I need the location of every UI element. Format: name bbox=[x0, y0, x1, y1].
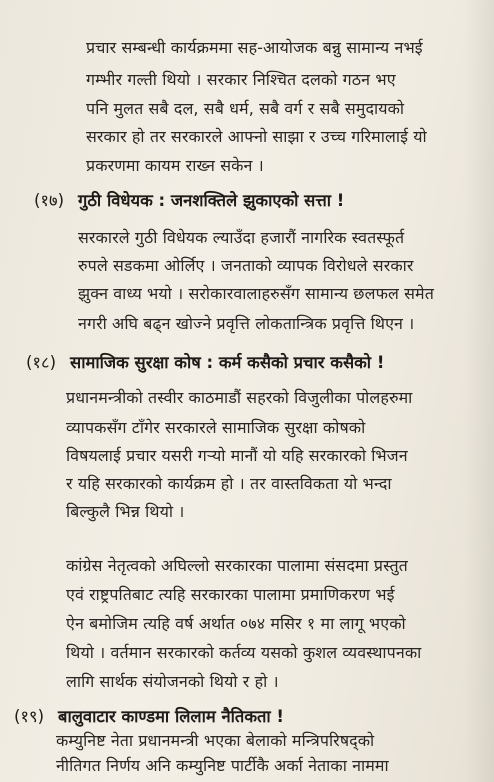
text-line: लागि सार्थक संयोजनको थियो र हो । bbox=[66, 672, 279, 691]
section-title: बालुवाटार काण्डमा लिलाम नैतिकता ! bbox=[58, 707, 284, 726]
text-line: सरकारले गुठी विधेयक ल्याउँदा हजारौं नागरिक स्वतस्फूर्त bbox=[78, 228, 405, 247]
text-line: प्रधानमन्त्रीको तस्वीर काठमाडौं सहरको विजुलीका पोलहरुमा bbox=[66, 388, 413, 407]
text-line: नगरी अघि बढ्न खोज्ने प्रवृत्ति लोकतान्त्रिक प्रवृत्ति थिएन । bbox=[78, 314, 415, 333]
text-line: प्रकरणमा कायम राख्न सकेन । bbox=[86, 156, 264, 175]
text-line: विषयलाई प्रचार यसरी गर्‍यो मानौं यो यहि सरकारको भिजन bbox=[66, 446, 408, 465]
section-title: सामाजिक सुरक्षा कोष : कर्म कसैको प्रचार कसैको ! bbox=[70, 353, 385, 372]
section-number: (१७) bbox=[34, 191, 65, 210]
text-line: सरकार हो तर सरकारले आफ्नो साझा र उच्च गरिमालाई यो bbox=[86, 127, 427, 146]
text-line: एवं राष्ट्रपतिबाट त्यहि सरकारका पालामा प्रमाणिकरण भई bbox=[66, 585, 395, 604]
section-heading bbox=[34, 190, 344, 212]
text-line: गम्भीर गल्ती थियो । सरकार निश्चित दलको गठन भए bbox=[86, 70, 396, 89]
text-line: रुपले सडकमा ओर्लिए । जनताको व्यापक विरोधले सरकार bbox=[78, 256, 414, 275]
text-line: ऐन बमोजिम त्यहि वर्ष अर्थात ०७४ मसिर १ मा लागू भएको bbox=[66, 614, 406, 633]
page-edge-shadow bbox=[464, 0, 494, 782]
section-number: (१९) bbox=[14, 707, 45, 726]
text-line: बिल्कुलै भिन्न थियो । bbox=[66, 502, 185, 521]
text-line: नीतिगत निर्णय अनि कम्युनिष्ट पार्टीकै अर्का नेताका नाममा bbox=[56, 756, 389, 775]
section-heading bbox=[14, 706, 284, 728]
text-line: थियो । वर्तमान सरकारको कर्तव्य यसको कुशल व्यवस्थापनका bbox=[66, 643, 422, 662]
text-line: कांग्रेस नेतृत्वको अघिल्लो सरकारका पालामा संसदमा प्रस्तुत bbox=[66, 556, 408, 575]
section-title: गुठी विधेयक : जनशक्तिले झुकाएको सत्ता ! bbox=[78, 191, 345, 210]
section-number: (१८) bbox=[26, 353, 57, 372]
section-heading bbox=[26, 352, 384, 374]
text-line: पनि मुलत सबै दल, सबै धर्म, सबै वर्ग र सबै समुदायको bbox=[86, 99, 405, 118]
text-line: कम्युनिष्ट नेता प्रधानमन्त्री भएका बेलाको मन्त्रिपरिषद्को bbox=[56, 731, 375, 750]
text-line: र यहि सरकारको कार्यक्रम हो । तर वास्तविकता यो भन्दा bbox=[66, 474, 392, 493]
text-line: प्रचार सम्बन्धी कार्यक्रममा सह-आयोजक बन्नु सामान्य नभई bbox=[86, 38, 423, 57]
text-line: व्यापकसँग टाँगेर सरकारले सामाजिक सुरक्षा कोषको bbox=[66, 418, 366, 437]
text-line: झुक्न वाध्य भयो । सरोकारवालाहरुसँग सामान्य छलफल समेत bbox=[78, 284, 434, 303]
